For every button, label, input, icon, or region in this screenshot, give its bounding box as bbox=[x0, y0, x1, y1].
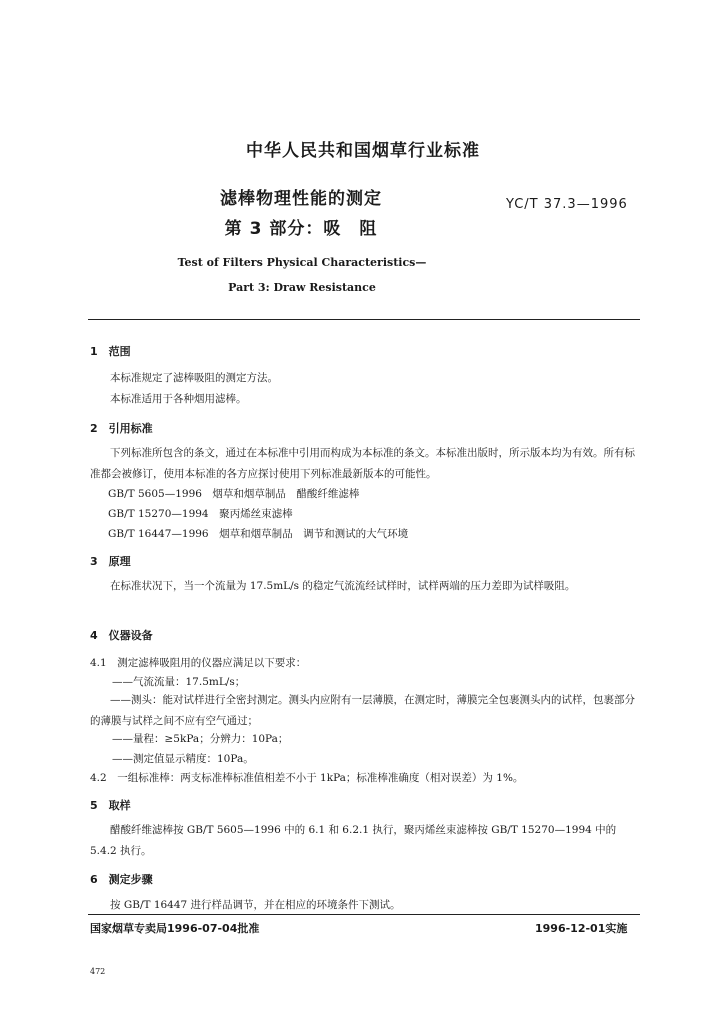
requirement-item: ——量程：≥5kPa；分辨力：10Pa； bbox=[112, 733, 289, 745]
header-divider bbox=[88, 319, 640, 320]
clause-4-1: 4.1 测定滤棒吸阻用的仪器应满足以下要求： bbox=[90, 657, 307, 669]
section-6-para: 按 GB/T 16447 进行样品调节，并在相应的环境条件下测试。 bbox=[110, 899, 401, 911]
requirement-item: ——测头：能对试样进行全密封测定。测头内应附有一层薄膜，在测定时，薄膜完全包裹测头内的试样，包裹部分的薄膜与试样之间不应有空气通过； bbox=[90, 694, 635, 727]
clause-4-2: 4.2 一组标准棒：两支标准棒标准值相差不小于 1kPa；标准棒准确度（相对误差）为 1%。 bbox=[90, 772, 524, 784]
reference-item: GB/T 15270—1994 聚丙烯丝束滤棒 bbox=[108, 508, 293, 520]
approval-date: 国家烟草专卖局1996-07-04批准 bbox=[90, 922, 260, 935]
reference-item: GB/T 16447—1996 烟草和烟草制品 调节和测试的大气环境 bbox=[108, 528, 409, 540]
section-3-para: 在标准状况下，当一个流量为 17.5mL/s 的稳定气流流经试样时，试样两端的压力差即为试样吸阻。 bbox=[110, 580, 576, 592]
section-5-para: 醋酸纤维滤棒按 GB/T 5605—1996 中的 6.1 和 6.2.1 执行，聚丙烯丝束滤棒按 GB/T 15270—1994 中的 5.4.2 执行。 bbox=[90, 824, 617, 857]
effective-date: 1996-12-01实施 bbox=[535, 922, 628, 935]
section-1-para-2: 本标准适用于各种烟用滤棒。 bbox=[110, 393, 247, 405]
standard-title-line2: 第 3 部分：吸 阻 bbox=[224, 219, 378, 239]
section-6-heading: 6 测定步骤 bbox=[90, 873, 153, 886]
section-1-para-1: 本标准规定了滤棒吸阻的测定方法。 bbox=[110, 372, 278, 384]
section-2-para: 下列标准所包含的条文，通过在本标准中引用而构成为本标准的条文。本标准出版时，所示版本均为有效。所有标准都会被修订，使用本标准的各方应探讨使用下列标准最新版本的可能性。 bbox=[90, 447, 635, 480]
english-title-line2: Part 3: Draw Resistance bbox=[228, 281, 376, 294]
requirement-item: ——气流流量：17.5mL/s； bbox=[112, 676, 246, 688]
reference-item: GB/T 5605—1996 烟草和烟草制品 醋酸纤维滤棒 bbox=[108, 488, 360, 500]
page-number: 472 bbox=[90, 967, 106, 976]
requirement-item: ——测定值显示精度：10Pa。 bbox=[112, 753, 254, 765]
section-5-heading: 5 取样 bbox=[90, 799, 131, 812]
issuer-title: 中华人民共和国烟草行业标准 bbox=[246, 141, 480, 161]
section-4-heading: 4 仪器设备 bbox=[90, 629, 153, 642]
footer-divider bbox=[88, 914, 640, 915]
standard-title-line1: 滤棒物理性能的测定 bbox=[220, 189, 382, 209]
section-2-heading: 2 引用标准 bbox=[90, 422, 153, 435]
standard-code: YC/T 37.3—1996 bbox=[506, 197, 628, 212]
english-title-line1: Test of Filters Physical Characteristics— bbox=[177, 256, 427, 269]
section-3-heading: 3 原理 bbox=[90, 555, 131, 568]
section-1-heading: 1 范围 bbox=[90, 345, 131, 358]
